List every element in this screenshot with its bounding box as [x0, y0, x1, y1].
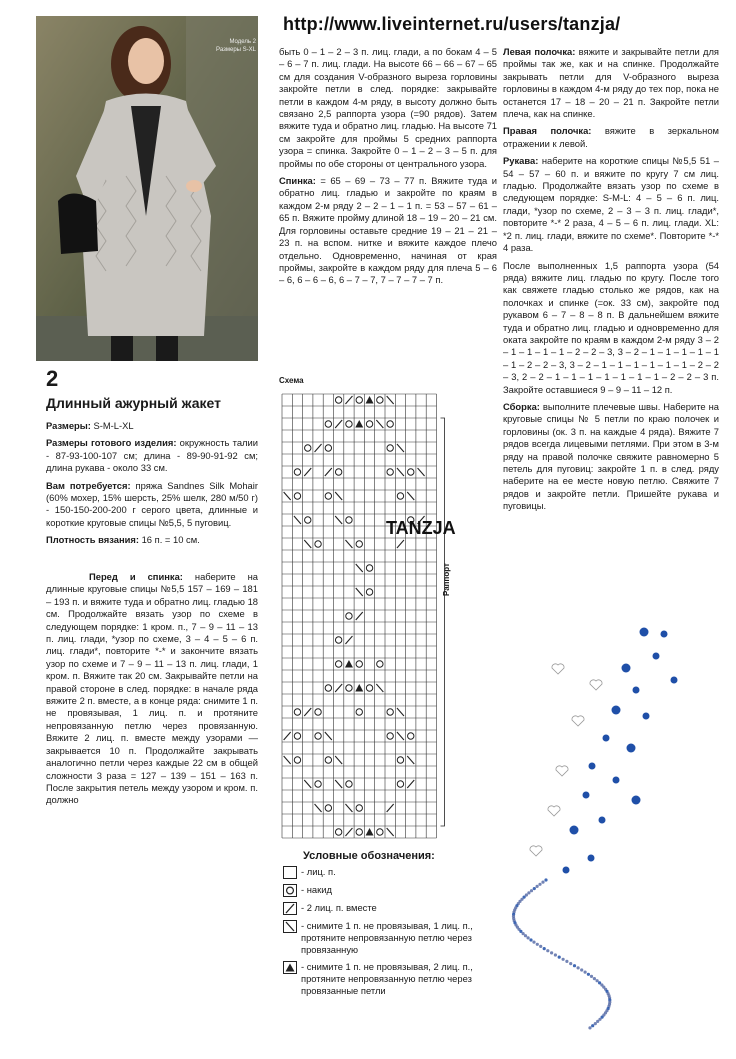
- heart-bead: [556, 766, 568, 776]
- small-bead: [538, 883, 541, 886]
- chart-symbol: [407, 756, 414, 764]
- chart-symbol: [387, 804, 394, 812]
- model-photo-illustration: [36, 16, 258, 361]
- slash-icon: [283, 902, 297, 915]
- chart-symbol: [355, 684, 363, 692]
- small-bead: [562, 958, 565, 961]
- chart-symbol: [335, 397, 341, 403]
- chart-symbol: [335, 637, 341, 643]
- heart-bead: [552, 664, 564, 674]
- small-bead: [588, 1026, 591, 1029]
- chart-symbol: [294, 757, 300, 763]
- small-bead: [536, 885, 539, 888]
- chart-symbol: [294, 469, 300, 475]
- chart-symbol: [387, 445, 393, 451]
- chart-symbol: [356, 397, 362, 403]
- chart-symbol: [335, 469, 341, 475]
- chart-symbol: [408, 733, 414, 739]
- bead-decoration: [496, 620, 716, 1040]
- chart-symbol: [407, 492, 414, 500]
- chart-symbol: [346, 685, 352, 691]
- column-1-body: Перед и спинка: наберите на длинные круговые спицы №5,5 157 – 169 – 181 – 193 п. и вяжите туда и обратно лиц. гладью 18 см. Продолжайте вязать узор по схеме в следующем порядке: 1 кром. п., 7 – 9 – 11 – 13 п. лиц. глади, *узор по схеме, 3 – 4 – 5 – 6 п. лиц. глади*, повторите *-* и закончите вязать узор по схеме и 7 – 9 – 11 – 13 п. лиц. глади, 1 кром. п. Вяжите так 20 см. Закрывайте петли на правой стороне в след. порядке: в начале ряда вяжите 2 п. вместе, а в конце ряда: снимите 1 п. не провязывая, 1 лиц. п. и протяните непровязанную петлю через провязанную. Вяжите 2 лиц. п. вместе между узорами — закрывается 10 п. Продолжайте закрывать аналогично петли через каждые 22 см в общей сложности 3 раза = 127 – 139 – 151 – 163 п. После закрытия петель между узором и кром. п. должно: [46, 571, 258, 806]
- chart-symbol: [387, 828, 394, 836]
- bead: [622, 664, 631, 673]
- small-bead: [594, 1022, 597, 1025]
- chart-symbol: [284, 756, 291, 764]
- heart-bead: [548, 806, 560, 816]
- chart-symbol: [304, 708, 311, 716]
- small-bead: [558, 956, 561, 959]
- chart-symbol: [284, 732, 291, 740]
- small-bead: [530, 889, 533, 892]
- chart-symbol: [325, 468, 332, 476]
- chart-symbol: [418, 468, 425, 476]
- legend-item: - снимите 1 п. не провязывая, 1 лиц. п., протяните непровязанную петлю через провязанную: [283, 920, 493, 956]
- legend-item: - лиц. п.: [283, 866, 493, 879]
- chart-symbol: [397, 732, 404, 740]
- bead: [632, 796, 641, 805]
- small-bead: [569, 962, 572, 965]
- chart-symbol: [346, 781, 352, 787]
- bead: [633, 687, 640, 694]
- chart-symbol: [356, 805, 362, 811]
- bead: [671, 677, 678, 684]
- chart-symbol: [304, 780, 311, 788]
- chart-symbol: [335, 829, 341, 835]
- chart-symbol: [345, 396, 352, 404]
- chart-symbol: [387, 396, 394, 404]
- chart-symbol: [366, 565, 372, 571]
- chart-symbol: [356, 829, 362, 835]
- small-bead: [596, 979, 599, 982]
- blank-cell-icon: [283, 866, 297, 879]
- column-3: Левая полочка: вяжите и закрывайте петли для проймы так же, как и на спинке. Продолжайте закрывать петли для V-образного выреза горловины в каждом 4-м ряду до тех пор, пока не останется 17 – 18 – 20 – 21 п. Закройте петли плеча, как на спинке. Правая полочка: вяжите в зеркальном отражении к левой. Рукава: наберите на короткие спицы №5,5 51 – 54 – 57 – 60 п. и вяжите по кругу 7 см лиц. гладью. Продолжайте вязать узор по схеме в следующем порядке: S-M-L: 4 – 5 – 6 п. лиц. глади, *узор по схеме, 2 – 3 – 3 п. лиц. глади*, повторите *-* 2 раза, 4 – 5 – 6 п. лиц. глади. XL: *2 п. лиц. глади, вяжите по схеме*. Повторите *-* 4 раза. После выполненных 1,5 раппорта узора (54 ряда) вяжите лиц. гладью по кругу. После того как свяжете гладью столько же рядов, как на полочках и спинке (=ок. 33 см), закройте под рукавом 6 – 7 – 8 – 8 п. В дальнейшем вяжите туда и обратно лиц. гладью и одновременно для оката закройте по краям в каждом 2-м ряду 3 – 2 – 1 – 1 – 1 – 1 – 2 – 2 – 3, 3 – 2 – 1 – 1 – 1 – 1 – 1 – 1 – 2 – 2 – 3, 3 – 2 – 1 – 1 – 1 – 1 – 1 – 1 – 2 – 2 – 3, 2 – 2 – 1 – 1 – 1 – 1 – 1 – 1 – 1 – 2 – 2 – 3 п. Закройте оставшиеся 9 – 9 – 11 – 12 п. Сборка: выполните плечевые швы. Наберите на круговые спицы № 5 петли по краю полочек и горловины (ок. 3 п. на каждые 4 ряда). Вяжите 7 рядов всегда лицевыми петлями. При этом в 3-м ряду на правой полочке свяжите равномерно 5 петель для пуговиц: закройте 1 п. в след. ряду наберите на ее месте новую петлю. Свяжите 7 рядов и закройте петли. Пришейте рукава и пуговицы.: [503, 46, 719, 512]
- bead: [643, 713, 650, 720]
- small-bead: [539, 945, 542, 948]
- knitting-chart-grid: [279, 392, 451, 842]
- source-url[interactable]: http://www.liveinternet.ru/users/tanzja/: [283, 14, 621, 34]
- chart-symbol: [387, 469, 393, 475]
- small-bead: [524, 934, 527, 937]
- chart-symbol: [345, 828, 352, 836]
- chart-symbol: [294, 709, 300, 715]
- chart-symbol: [335, 780, 342, 788]
- chart-symbol: [315, 733, 321, 739]
- bead: [653, 653, 660, 660]
- chart-symbol: [377, 397, 383, 403]
- chart-symbol: [325, 805, 331, 811]
- chart-symbol: [294, 516, 301, 524]
- triangle-icon: [283, 961, 297, 974]
- bead: [583, 792, 590, 799]
- heart-bead: [590, 680, 602, 690]
- photo-caption: Модель 2 Размеры S-XL: [216, 39, 256, 53]
- chart-symbol: [397, 468, 404, 476]
- chart-symbol: [305, 517, 311, 523]
- small-bead: [550, 951, 553, 954]
- chart-symbol: [315, 444, 322, 452]
- model-number: 2: [46, 366, 59, 391]
- small-bead: [584, 971, 587, 974]
- small-bead: [543, 947, 546, 950]
- chart-symbol: [315, 804, 322, 812]
- column-2-top: быть 0 – 1 – 2 – 3 п. лиц. глади, а по бокам 4 – 5 – 6 – 7 п. лиц. глади. На высоте 66 – 66 – 67 – 65 см для создания V-образного выреза горловины закройте петли в след. порядке: закрывайте петли в каждом 4-м ряду, в высоту должно быть связано 2,5 раппорта узора (=90 рядов). Затем вяжите туда и обратно лиц. гладью. На высоте 71 см закройте для проймы 5 средних раппорта узора = спинка. Закройте 0 – 1 – 2 – 3 – 5 п. для проймы по обе стороны от центрального узора. Спинка: = 65 – 69 – 73 – 77 п. Вяжите туда и обратно лиц. гладью и закройте по краям в каждом 2-м ряду 2 – 2 – 1 – 1 п. = 53 – 57 – 61 – 65 п. Вяжите пройму длиной 18 – 19 – 20 – 21 см. Для горловины оставьте средние 19 – 21 – 21 – 23 п. на вспом. нитке и вяжите каждое плечо отдельно. Одновременно, начиная от края проймы, закройте в каждом ряду для плеча 5 – 6 – 6, 6 – 6 – 6, 6 – 7 – 7, 7 – 7 – 7 – 7 п.: [279, 46, 497, 286]
- chart-symbol: [346, 421, 352, 427]
- chart-symbol: [387, 733, 393, 739]
- chart-symbol: [294, 733, 300, 739]
- small-bead: [533, 887, 536, 890]
- chart-symbol: [377, 661, 383, 667]
- chart-symbol: [346, 517, 352, 523]
- chart-symbol: [377, 829, 383, 835]
- chart-symbol: [407, 780, 414, 788]
- chart-symbol: [304, 468, 311, 476]
- small-bead: [527, 891, 530, 894]
- bead: [603, 735, 610, 742]
- bead: [589, 763, 596, 770]
- chart-symbol: [397, 757, 403, 763]
- bead: [661, 631, 668, 638]
- small-bead: [596, 1020, 599, 1023]
- chart-symbol: [397, 493, 403, 499]
- chart-symbol: [305, 445, 311, 451]
- chart-symbol: [325, 421, 331, 427]
- chart-symbol: [335, 661, 341, 667]
- chart-symbol: [335, 684, 342, 692]
- chart-symbol: [366, 421, 372, 427]
- chart-symbol: [397, 708, 404, 716]
- bead: [588, 855, 595, 862]
- chart-symbol: [325, 445, 331, 451]
- chart-symbol: [366, 589, 372, 595]
- chart-symbol: [304, 540, 311, 548]
- chart-symbol: [356, 612, 363, 620]
- chart-symbol: [356, 541, 362, 547]
- chart-symbol: [376, 420, 383, 428]
- heart-bead: [530, 846, 542, 856]
- chart-symbol: [345, 660, 353, 668]
- small-bead: [546, 949, 549, 952]
- chart-symbol: [366, 685, 372, 691]
- knitting-chart: [279, 392, 451, 842]
- column-1-top: Размеры: S-M-L-XL Размеры готового изделия: окружность талии - 87-93-100-107 см; длина - 89-90-91-92 см; длина рукава - около 33 см. Вам потребуется: пряжа Sandnes Silk Mohair (60% мохер, 15% шерсть, 25% шелк, 280 м/50 г) - 150-150-200-200 г серого цвета, длинные и короткие круговые спицы №5,5, 5 пуговиц. Плотность вязания: 16 п. = 10 см.: [46, 420, 258, 546]
- small-bead: [591, 1024, 594, 1027]
- chart-symbol: [397, 444, 404, 452]
- chart-symbol: [315, 541, 321, 547]
- model-photo: [36, 16, 258, 361]
- chart-symbol: [325, 493, 331, 499]
- chart-symbol: [325, 732, 332, 740]
- small-bead: [590, 975, 593, 978]
- bead: [613, 777, 620, 784]
- chart-symbol: [345, 636, 352, 644]
- small-bead: [580, 968, 583, 971]
- chart-symbol: [294, 493, 300, 499]
- small-bead: [532, 941, 535, 944]
- small-bead: [536, 943, 539, 946]
- small-bead: [554, 953, 557, 956]
- small-bead: [541, 881, 544, 884]
- bead: [627, 744, 636, 753]
- legend-item: - снимите 1 п. не провязывая, 2 лиц. п., протяните непровязанную петлю через провязанные петли: [283, 961, 493, 997]
- chart-symbol: [325, 757, 331, 763]
- chart-symbol: [356, 661, 362, 667]
- heart-bead: [572, 716, 584, 726]
- small-bead: [565, 960, 568, 963]
- chart-symbol: [345, 540, 352, 548]
- chart-symbol: [315, 781, 321, 787]
- chart-symbol: [335, 420, 342, 428]
- legend: [283, 850, 493, 1002]
- chart-label: Схема: [279, 376, 304, 385]
- bead: [599, 817, 606, 824]
- backslash-icon: [283, 920, 297, 933]
- circle-icon: [283, 884, 297, 897]
- chart-symbol: [325, 685, 331, 691]
- bead-decoration-illustration: [496, 620, 716, 1040]
- chart-symbol: [335, 492, 342, 500]
- chart-symbol: [356, 588, 363, 596]
- chart-symbol: [335, 756, 342, 764]
- chart-symbol: [366, 828, 374, 836]
- small-bead: [529, 938, 532, 941]
- legend-item: - 2 лиц. п. вместе: [283, 902, 493, 915]
- chart-symbol: [335, 516, 342, 524]
- chart-symbol: [366, 396, 374, 404]
- bead: [640, 628, 649, 637]
- chart-symbol: [284, 492, 291, 500]
- small-bead: [587, 973, 590, 976]
- small-bead: [527, 936, 530, 939]
- bead: [563, 867, 570, 874]
- rapport-label: Раппорт: [442, 563, 451, 596]
- chart-symbol: [387, 709, 393, 715]
- chart-symbol: [346, 613, 352, 619]
- bead: [570, 826, 579, 835]
- chart-symbol: [356, 709, 362, 715]
- small-bead: [593, 977, 596, 980]
- chart-symbol: [355, 420, 363, 428]
- chart-symbol: [397, 781, 403, 787]
- legend-title: Условные обозначения:: [303, 850, 435, 862]
- small-bead: [544, 878, 547, 881]
- small-bead: [573, 964, 576, 967]
- small-bead: [577, 966, 580, 969]
- chart-symbol: [397, 540, 404, 548]
- chart-symbol: [345, 804, 352, 812]
- legend-item: - накид: [283, 884, 493, 897]
- chart-symbol: [315, 709, 321, 715]
- article-title: Длинный ажурный жакет: [46, 395, 221, 411]
- bead: [612, 706, 621, 715]
- chart-symbol: [376, 684, 383, 692]
- chart-symbol: [408, 469, 414, 475]
- chart-symbol: [387, 421, 393, 427]
- small-bead: [522, 932, 525, 935]
- chart-symbol: [356, 564, 363, 572]
- watermark: TANZJA: [386, 518, 456, 538]
